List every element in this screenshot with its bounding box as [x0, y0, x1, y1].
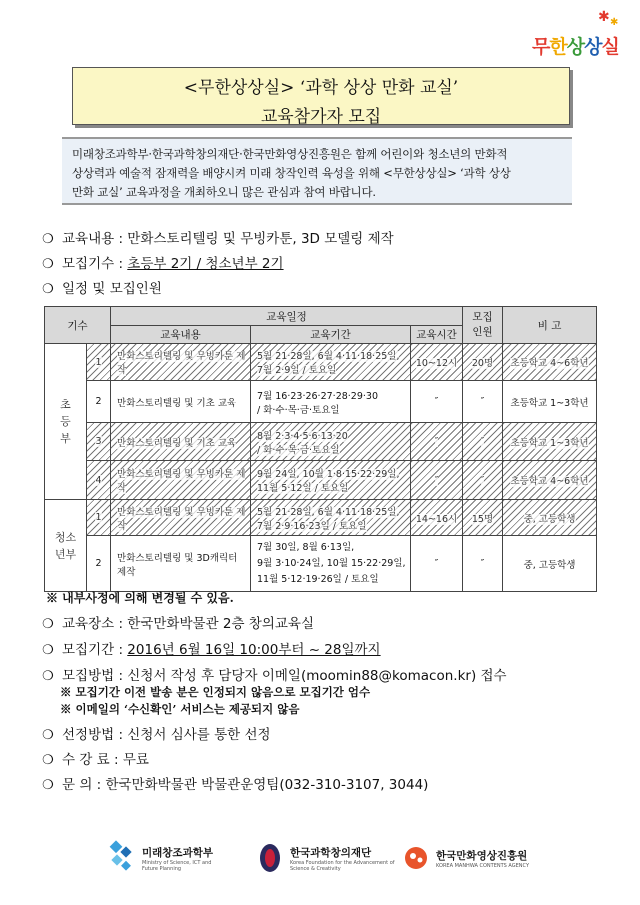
msip-logo-icon	[108, 838, 136, 878]
item-inquiry: ❍ 문 의 : 한국만화박물관 박물관운영팀(032-310-3107, 3044)	[42, 777, 429, 793]
header-recruit: 모집 인원	[463, 307, 503, 344]
intro-line: 미래창조과학부·한국과학창의재단·한국만화영상진흥원은 함께 어린이와 청소년의 만화적	[72, 147, 508, 161]
table-row: 청소 년부 1 만화스토리텔링 및 무빙카툰 제작 5월 21·28일, 6월 4·11·18·25일, 7월 2·9·16·23일 / 토요일 14~16시 15명 중, 고등학생	[45, 500, 597, 536]
item-schedule: ❍ 일정 및 모집인원	[42, 281, 162, 297]
table-note: ※ 내부사정에 의해 변경될 수 있음.	[46, 591, 234, 605]
circle-bullet-icon: ❍	[42, 257, 54, 272]
circle-bullet-icon: ❍	[42, 643, 54, 658]
intro-line: 상상력과 예술적 잠재력을 배양시켜 미래 창작인력 육성을 위해 <무한상상실> ‘과학 상상	[72, 166, 511, 180]
header-period: 교육기간	[251, 326, 411, 344]
circle-bullet-icon: ❍	[42, 282, 54, 297]
header-content: 교육내용	[111, 326, 251, 344]
table-row: 초 등 부 1 만화스토리텔링 및 무빙카툰 제작 5월 21·28일, 6월 4·11·18·25일, 7월 2·9일 / 토요일 10~12시 20명 초등학교 4~6학년	[45, 344, 597, 381]
kofac-logo-icon	[256, 838, 284, 878]
header-time: 교육시간	[411, 326, 463, 344]
table-row: 2 만화스토리텔링 및 기초 교육 7월 16·23·26·27·28·29·30 / 화·수·목·금·토요일 ″ ″ 초등학교 1~3학년	[45, 381, 597, 423]
circle-bullet-icon: ❍	[42, 617, 54, 632]
item-place: ❍ 교육장소 : 한국만화박물관 2층 창의교육실	[42, 616, 314, 632]
org-msip: 미래창조과학부 Ministry of Science, ICT and Future Planning	[108, 828, 213, 888]
item-count: ❍ 모집기수 : 초등부 2기 / 청소년부 2기	[42, 256, 284, 272]
page-title: <무한상상실> ‘과학 상상 만화 교실’	[183, 78, 459, 98]
logo-text: 무한상상실	[532, 36, 619, 58]
item-selection: ❍ 선정방법 : 신청서 심사를 통한 선정	[42, 727, 271, 743]
page-title-box	[72, 67, 570, 125]
muhan-sangsangsil-logo	[526, 10, 618, 66]
star-icon: ✱	[598, 9, 610, 25]
period-value: 2016년 6월 16일 10:00부터 ~ 28일까지	[127, 642, 381, 658]
method-note: ※ 모집기간 이전 발송 분은 인정되지 않음으로 모집기간 엄수	[60, 685, 371, 699]
header-schedule: 교육일정	[111, 307, 463, 326]
item-method: ❍ 모집방법 : 신청서 작성 후 담당자 이메일(moomin88@komacon.kr) 접수	[42, 668, 507, 684]
schedule-table	[44, 306, 597, 592]
header-note: 비 고	[503, 307, 597, 344]
count-value: 초등부 2기 / 청소년부 2기	[127, 256, 284, 272]
circle-bullet-icon: ❍	[42, 753, 54, 768]
org-komacon: 한국만화영상진흥원 KOREA MANHWA CONTENTS AGENCY	[402, 828, 529, 888]
group-elementary: 초 등 부	[45, 344, 87, 500]
header-gisu: 기수	[45, 307, 111, 344]
item-period: ❍ 모집기간 : 2016년 6월 16일 10:00부터 ~ 28일까지	[42, 642, 381, 658]
circle-bullet-icon: ❍	[42, 232, 54, 247]
page-subtitle: 교육참가자 모집	[260, 107, 382, 127]
item-fee: ❍ 수 강 료 : 무료	[42, 752, 149, 768]
table-row: 4 만화스토리텔링 및 무빙카툰 제작 9월 24일, 10월 1·8·15·22·29일, 11월 5·12일 / 토요일 ″ ″ 초등학교 4~6학년	[45, 461, 597, 500]
intro-line: 만화 교실’ 교육과정을 개최하오니 많은 관심과 참여 바랍니다.	[72, 185, 376, 199]
intro-box	[62, 137, 572, 205]
circle-bullet-icon: ❍	[42, 778, 54, 793]
star-icon: ✱	[610, 17, 619, 28]
org-kofac: 한국과학창의재단 Korea Foundation for the Advancement of Science & Creativity	[256, 828, 400, 888]
komacon-logo-icon	[402, 838, 430, 878]
table-row: 3 만화스토리텔링 및 기초 교육 8월 2·3·4·5·6·13·20 / 화·수·목·금·토요일 ″ ″ 초등학교 1~3학년	[45, 423, 597, 461]
item-content: ❍ 교육내용 : 만화스토리텔링 및 무빙카툰, 3D 모델링 제작	[42, 231, 394, 247]
group-youth: 청소 년부	[45, 500, 87, 592]
method-note: ※ 이메일의 ‘수신확인’ 서비스는 제공되지 않음	[60, 702, 300, 716]
circle-bullet-icon: ❍	[42, 669, 54, 684]
table-row: 2 만화스토리텔링 및 3D캐릭터 제작 7월 30일, 8월 6·13일, 9월 3·10·24일, 10월 15·22·29일, 11월 5·12·19·26일 / 토요일 ″ ″ 중, 고등학생	[45, 536, 597, 592]
circle-bullet-icon: ❍	[42, 728, 54, 743]
